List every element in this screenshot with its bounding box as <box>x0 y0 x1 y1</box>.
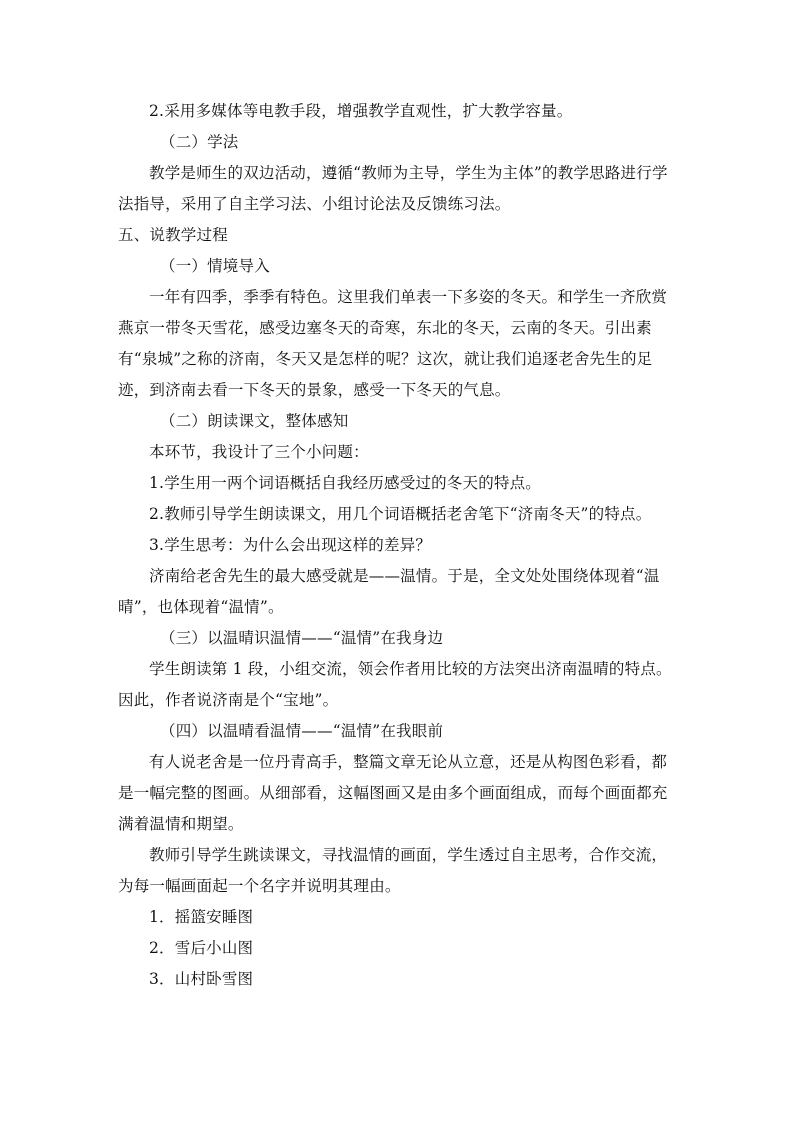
subheading-daoru: （一）情境导入 <box>160 257 270 275</box>
paragraph-method-2: 2.采用多媒体等电教手段，增强教学直观性，扩大教学容量。 <box>149 102 573 120</box>
paragraph-langdu-intro: 本环节，我设计了三个小问题： <box>149 443 369 461</box>
list-item-question-1: 1.学生用一两个词语概括自我经历感受过的冬天的特点。 <box>149 474 541 492</box>
list-item-question-3: 3.学生思考：为什么会出现这样的差异？ <box>149 536 432 554</box>
list-item-picture-2: 2．雪后小山图 <box>149 939 254 957</box>
paragraph-sub-4-a: 有人说老舍是一位丹青高手，整篇文章无论从立意，还是从构图色彩看，都是一幅完整的图画。从细部看，这幅图画又是由多个画面组成，而每个画面都充满着温情和期望。 <box>118 753 668 833</box>
list-item-picture-1: 1．摇篮安睡图 <box>149 908 254 926</box>
subheading-4: （四）以温晴看温情——“温情”在我眼前 <box>160 722 444 740</box>
section-heading-5: 五、说教学过程 <box>118 226 228 244</box>
list-item-question-2: 2.教师引导学生朗读课文，用几个词语概括老舍笔下“济南冬天”的特点。 <box>149 505 652 523</box>
subheading-langdu: （二）朗读课文，整体感知 <box>160 412 349 430</box>
list-item-picture-3: 3．山村卧雪图 <box>149 970 254 988</box>
document-body <box>118 96 678 995</box>
paragraph-sub-4-b: 教师引导学生跳读课文，寻找温情的画面，学生透过自主思考，合作交流，为每一幅画面起一个名字并说明其理由。 <box>118 846 668 895</box>
paragraph-xuefa: 教学是师生的双边活动，遵循“教师为主导，学生为主体”的教学思路进行学法指导，采用了自主学习法、小组讨论法及反馈练习法。 <box>118 164 668 213</box>
paragraph-sub-3: 学生朗读第 1 段，小组交流，领会作者用比较的方法突出济南温晴的特点。因此，作者说济南是个“宝地”。 <box>118 660 672 709</box>
paragraph-wenqing-summary: 济南给老舍先生的最大感受就是——温情。于是，全文处处围绕体现着“温晴”，也体现着“温情”。 <box>118 567 660 616</box>
subheading-xuefa: （二）学法 <box>160 133 239 151</box>
paragraph-daoru: 一年有四季，季季有特色。这里我们单表一下多姿的冬天。和学生一齐欣赏燕京一带冬天雪花，感受边塞冬天的奇寒，东北的冬天，云南的冬天。引出素有“泉城”之称的济南，冬天又是怎样的呢？这次，就让我们追逐老舍先生的足迹，到济南去看一下冬天的景象，感受一下冬天的气息。 <box>118 288 668 399</box>
subheading-3: （三）以温晴识温情——“温情”在我身边 <box>160 629 444 647</box>
